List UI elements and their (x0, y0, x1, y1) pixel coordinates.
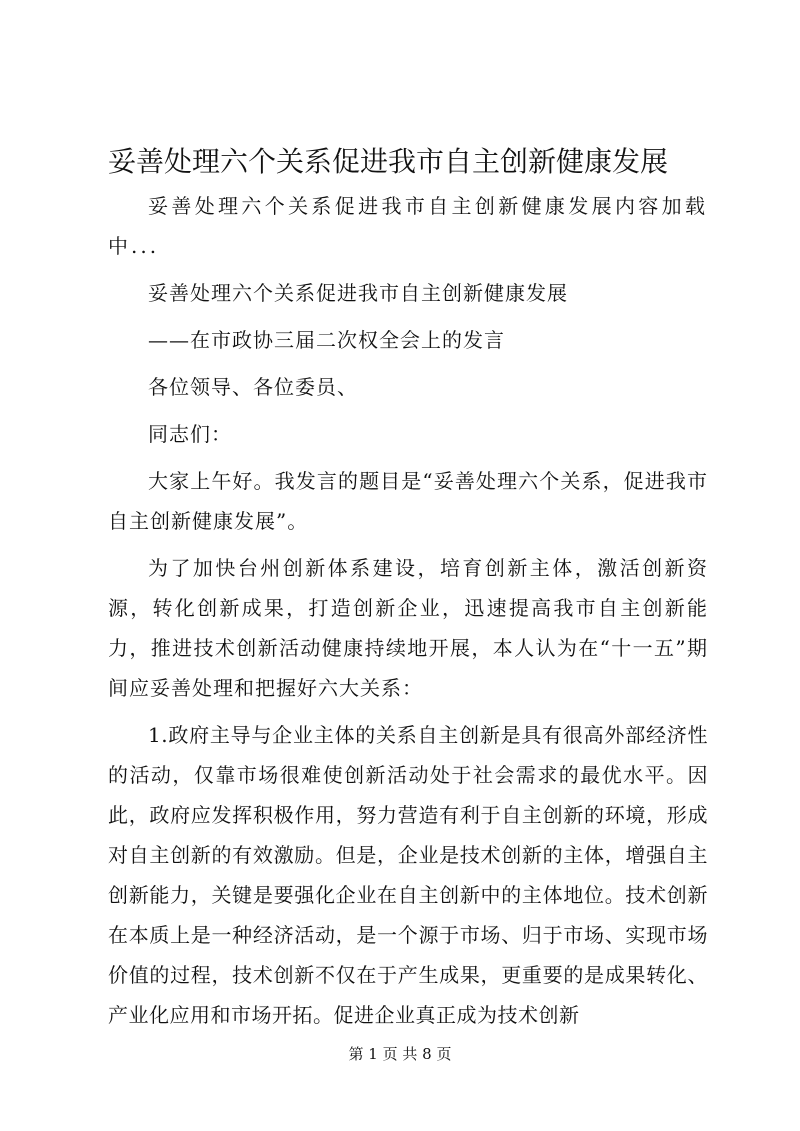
subtitle-paragraph: 妥善处理六个关系促进我市自主创新健康发展 (148, 281, 568, 305)
document-title: 妥善处理六个关系促进我市自主创新健康发展 (108, 145, 669, 178)
loading-notice-paragraph: 妥善处理六个关系促进我市自主创新健康发展内容加载中... (108, 194, 708, 258)
overview-paragraph: 为了加快台州创新体系建设，培育创新主体，激活创新资源，转化创新成果，打造创新企业，迅速提高我市自主创新能力，推进技术创新活动健康持续地开展，本人认为在“十一五”期间应妥善处理和把握好六大关系： (108, 556, 708, 700)
section-1-paragraph: 1.政府主导与企业主体的关系自主创新是具有很高外部经济性的活动，仅靠市场很难使创新活动处于社会需求的最优水平。因此，政府应发挥积极作用，努力营造有利于自主创新的环境，形成对自主创新的有效激励。但是，企业是技术创新的主体，增强自主创新能力，关键是要强化企业在自主创新中的主体地位。技术创新在本质上是一种经济活动，是一个源于市场、归于市场、实现市场价值的过程，技术创新不仅在于产生成果，更重要的是成果转化、产业化应用和市场开拓。促进企业真正成为技术创新 (108, 723, 708, 1027)
document-body (108, 186, 708, 1035)
occasion-paragraph: ——在市政协三届二次权全会上的发言 (148, 328, 505, 352)
opening-paragraph: 大家上午好。我发言的题目是“妥善处理六个关系，促进我市自主创新健康发展”。 (108, 469, 708, 533)
greeting-paragraph: 同志们： (148, 422, 232, 446)
page-number-footer: 第 1 页 共 8 页 (348, 1045, 452, 1063)
salutation-paragraph: 各位领导、各位委员、 (148, 375, 358, 399)
